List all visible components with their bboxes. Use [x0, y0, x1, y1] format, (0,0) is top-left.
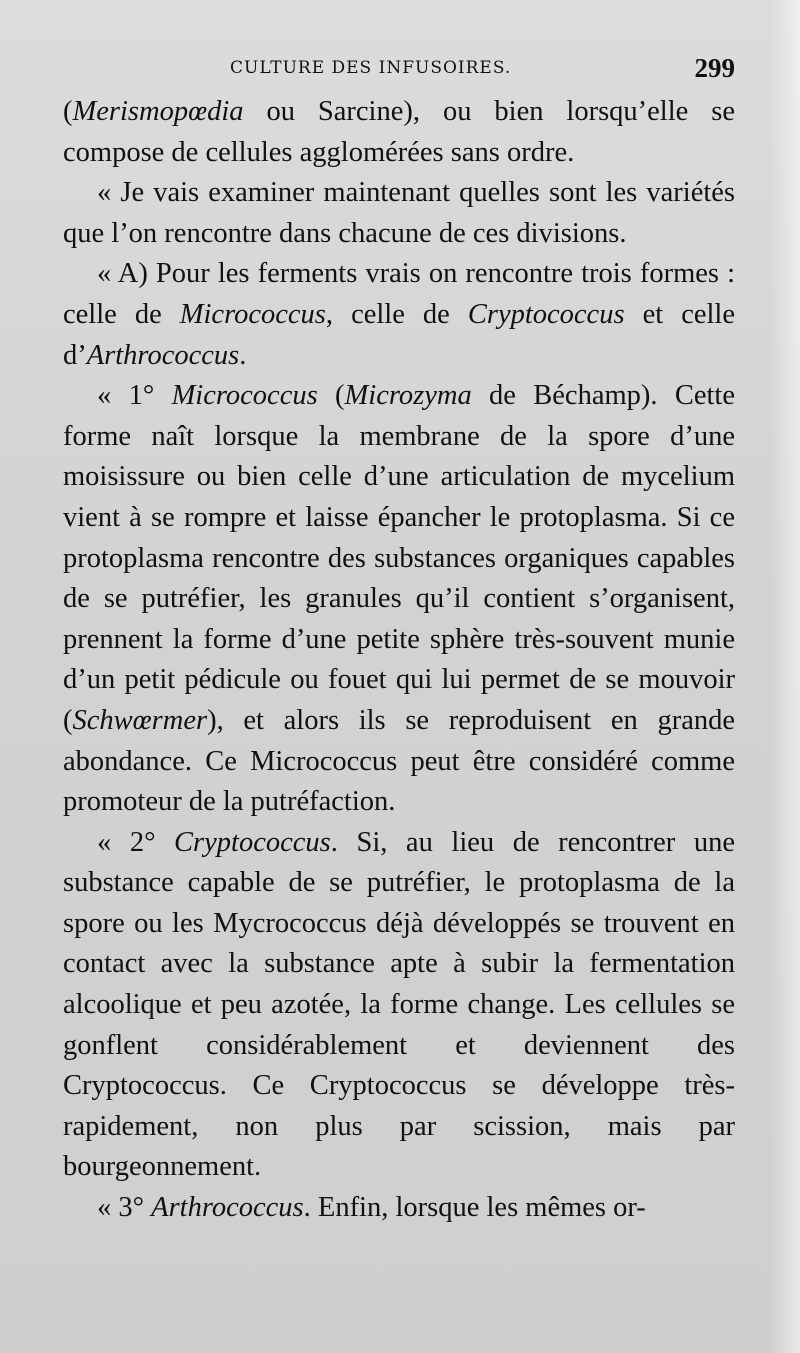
paragraph-text: . Enfin, lorsque les mêmes or- — [303, 1192, 646, 1224]
paragraph-3 — [63, 254, 735, 376]
italic-term: Cryptococcus — [174, 826, 331, 858]
paragraph-text: « 3° — [97, 1192, 152, 1224]
paragraph-text: « 1° — [97, 380, 172, 412]
italic-term: Cryptococcus — [467, 298, 625, 330]
paragraph-5 — [63, 823, 735, 1188]
paragraph-text: « 2° — [97, 826, 175, 858]
body-text — [63, 92, 735, 1229]
paragraph-text: et celle d’ — [63, 298, 735, 371]
italic-term: Microzyma — [344, 380, 472, 412]
paragraph-text: ( — [317, 380, 345, 412]
italic-term: Micrococcus — [171, 380, 318, 412]
page-edge-highlight — [770, 0, 800, 1353]
paragraph-1 — [63, 92, 735, 173]
paragraph-text: « A) Pour les ferments vrais on rencontre trois formes : celle de — [63, 258, 735, 330]
paragraph-text: ou Sarcine), ou bien lorsqu’elle se compose de cellules agglomérées sans ordre. — [63, 96, 735, 168]
paragraph-6 — [63, 1188, 735, 1229]
paragraph-4 — [63, 376, 735, 823]
italic-term: Merismopœdia — [72, 96, 244, 127]
paragraph-2 — [63, 173, 735, 254]
paragraph-text: ), et alors ils se reproduisent en grande abondance. Ce Micrococcus peut être considéré comme promoteur de la putréfaction. — [63, 704, 735, 818]
italic-term: Micrococcus — [179, 298, 326, 330]
page-number: 299 — [694, 52, 735, 83]
paren-text: ( — [63, 96, 73, 127]
page-header — [230, 48, 735, 88]
italic-term: Arthrococcus — [86, 339, 240, 371]
paragraph-text: . Si, au lieu de rencontrer une substance capable de se putréfier, le protoplasma de la spore ou les Mycrococcus déjà développés se trouvent en contact avec la substance apte à subir la fermentation alcoolique et peu azotée, la forme change. Les cellules se gonflent considérablement et deviennent des Cryptococcus. Ce Cryptococcus se développe très-rapidement, non plus par scission, mais par bourgeonnement. — [63, 826, 735, 1183]
paragraph-text: , celle de — [325, 298, 468, 330]
paragraph-text: . — [239, 339, 247, 371]
italic-term: Arthrococcus — [151, 1192, 304, 1224]
italic-term: Schwœrmer — [72, 704, 208, 736]
paragraph-text: « Je vais examiner maintenant quelles sont les variétés que l’on rencontre dans chacune de ces divisions. — [63, 177, 735, 249]
running-head: CULTURE DES INFUSOIRES. — [230, 58, 512, 78]
paragraph-text: de Béchamp). Cette forme naît lorsque la membrane de la spore d’une moisissure ou bien celle d’une articulation de mycelium vient à se rompre et laisse épancher le protoplasma. Si ce protoplasma rencontre des substances organiques capables de se putréfier, les granules qu’il contient s’organisent, prennent la forme d’une petite sphère très-souvent munie d’un petit pédicule ou fouet qui lui permet de se mouvoir ( — [63, 380, 735, 736]
